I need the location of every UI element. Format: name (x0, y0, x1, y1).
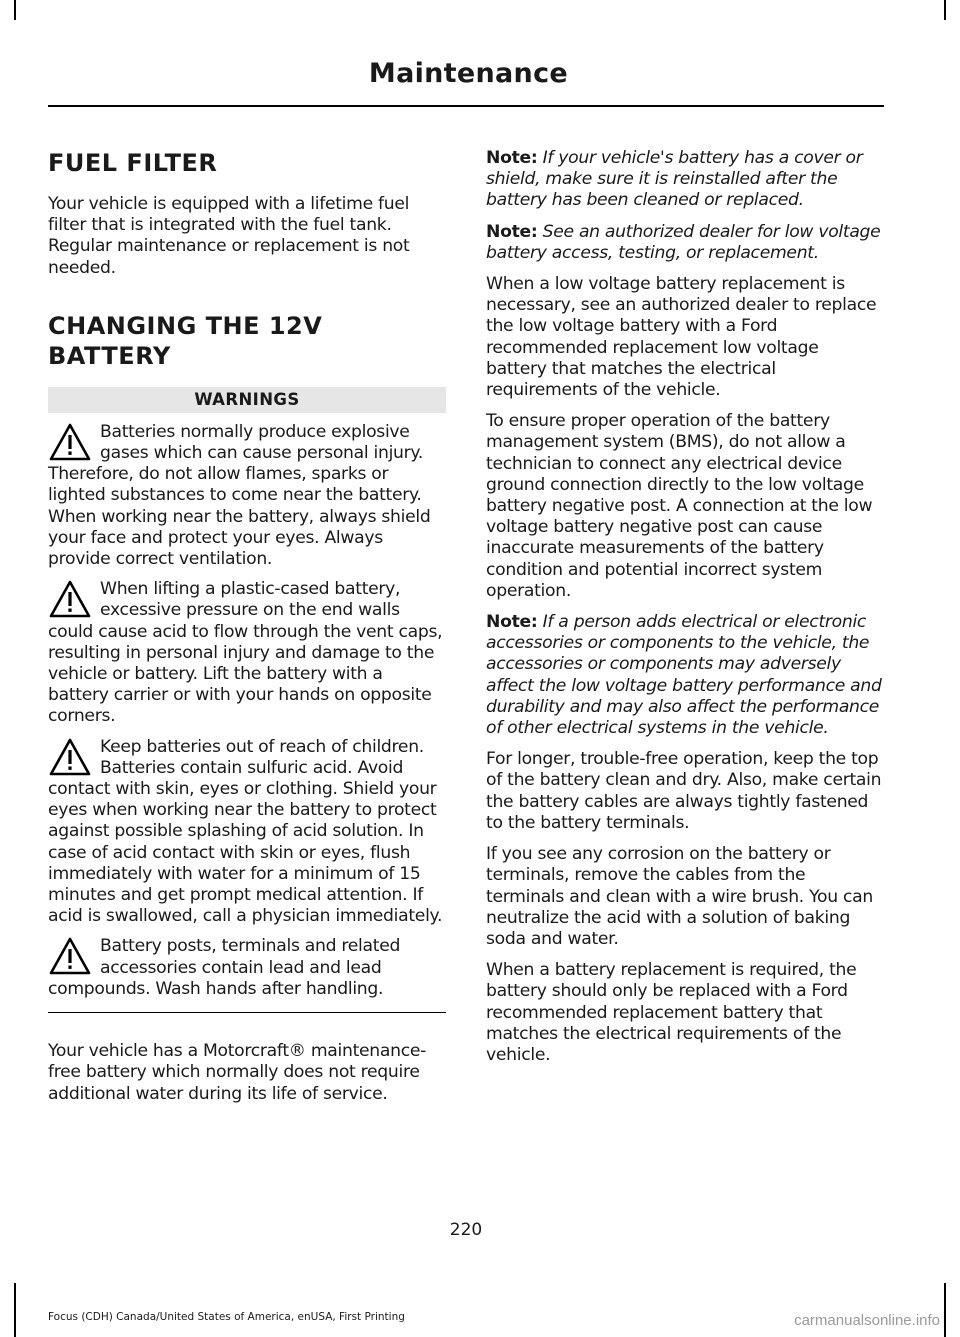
watermark: carmanualsonline.info (794, 1312, 940, 1329)
note-label: Note: (486, 148, 538, 168)
clean-paragraph: For longer, trouble-free operation, keep the top of the battery clean and dry. Also, make certain the battery cables are always tightly fastened to the battery terminals. (486, 749, 882, 833)
note-dealer (486, 222, 884, 264)
battery-heading: CHANGING THE 12V BATTERY (48, 311, 323, 370)
corrosion-paragraph: If you see any corrosion on the battery or terminals, remove the cables from the terminals and clean with a wire brush. You can neutralize the acid with a solution of baking soda and water. (486, 844, 873, 949)
crop-mark-bottom-left (14, 1283, 16, 1337)
page-number: 220 (449, 1220, 483, 1240)
crop-mark-bottom-right (944, 1283, 946, 1337)
right-column (486, 148, 884, 1066)
note-label: Note: (486, 612, 538, 633)
bms-paragraph: To ensure proper operation of the battery management system (BMS), do not allow a technician to connect any electrical device ground connection directly to the low voltage battery negative post. A connection at the low voltage battery negative post can cause inaccurate measurements of the battery condition and potential incorrect system operation. (486, 411, 873, 601)
left-column (48, 148, 446, 1105)
warning-text: Battery posts, terminals and related accessories contain lead and lead compounds. Wash hands after handling. (48, 936, 401, 999)
header-rule (48, 105, 884, 107)
note-cover-shield (486, 148, 884, 212)
warning-triangle-icon (48, 579, 92, 619)
note-text: See an authorized dealer for low voltage battery access, testing, or replacement. (486, 221, 881, 263)
fuel-filter-body: Your vehicle is equipped with a lifetime fuel filter that is integrated with the fuel tank. Regular maintenance or replacement is not needed. (48, 194, 410, 278)
warning-item (48, 422, 446, 570)
note-accessories (486, 612, 884, 739)
replacement-required-paragraph: When a battery replacement is required, the battery should only be replaced with a Ford recommended replacement battery that matches the electrical requirements of the vehicle. (486, 960, 857, 1065)
crop-mark-top-right (944, 0, 946, 20)
fuel-filter-heading: FUEL FILTER (48, 149, 218, 177)
note-text: If a person adds electrical or electronic accessories or components to the vehicle, the accessories or components may adversely affect the low voltage battery performance and durability and may also affect the performance of other electrical systems in the vehicle. (486, 612, 882, 739)
warning-text: Keep batteries out of reach of children. Batteries contain sulfuric acid. Avoid contact with skin, eyes or clothing. Shield your eyes when working near the battery to protect against possible splashing of acid solution. In case of acid contact with skin or eyes, flush immediately with water for a minimum of 15 minutes and get prompt medical attention. If acid is swallowed, call a physician immediately. (48, 736, 443, 927)
crop-mark-top-left (14, 0, 16, 20)
warning-item (48, 579, 446, 727)
warning-triangle-icon (48, 936, 92, 976)
warning-text: Batteries normally produce explosive gases which can cause personal injury. Therefore, do not allow flames, sparks or lighted substances to come near the battery. When working near the battery, always shield your face and protect your eyes. Always provide correct ventilation. (48, 421, 431, 570)
warning-text: When lifting a plastic-cased battery, excessive pressure on the end walls could cause acid to flow through the vent caps, resulting in personal injury and damage to the vehicle or battery. Lift the battery with a battery carrier or with your hands on opposite corners. (48, 579, 443, 727)
motorcraft-paragraph: Your vehicle has a Motorcraft® maintenance-free battery which normally does not require additional water during its life of service. (48, 1041, 427, 1104)
warnings-header: WARNINGS (48, 387, 446, 413)
footer-printing-info: Focus (CDH) Canada/United States of America, enUSA, First Printing (48, 1311, 405, 1323)
warning-item (48, 737, 446, 928)
note-label: Note: (486, 221, 538, 242)
replacement-paragraph: When a low voltage battery replacement is necessary, see an authorized dealer to replace the low voltage battery with a Ford recommended replacement low voltage battery that matches the electrical requirements of the vehicle. (486, 274, 877, 401)
page-header-title: Maintenance (368, 58, 568, 89)
warning-item (48, 936, 446, 1000)
warning-triangle-icon (48, 737, 92, 777)
note-text: If your vehicle's battery has a cover or shield, make sure it is reinstalled after the battery has been cleaned or replaced. (486, 148, 863, 211)
warning-triangle-icon (48, 422, 92, 462)
